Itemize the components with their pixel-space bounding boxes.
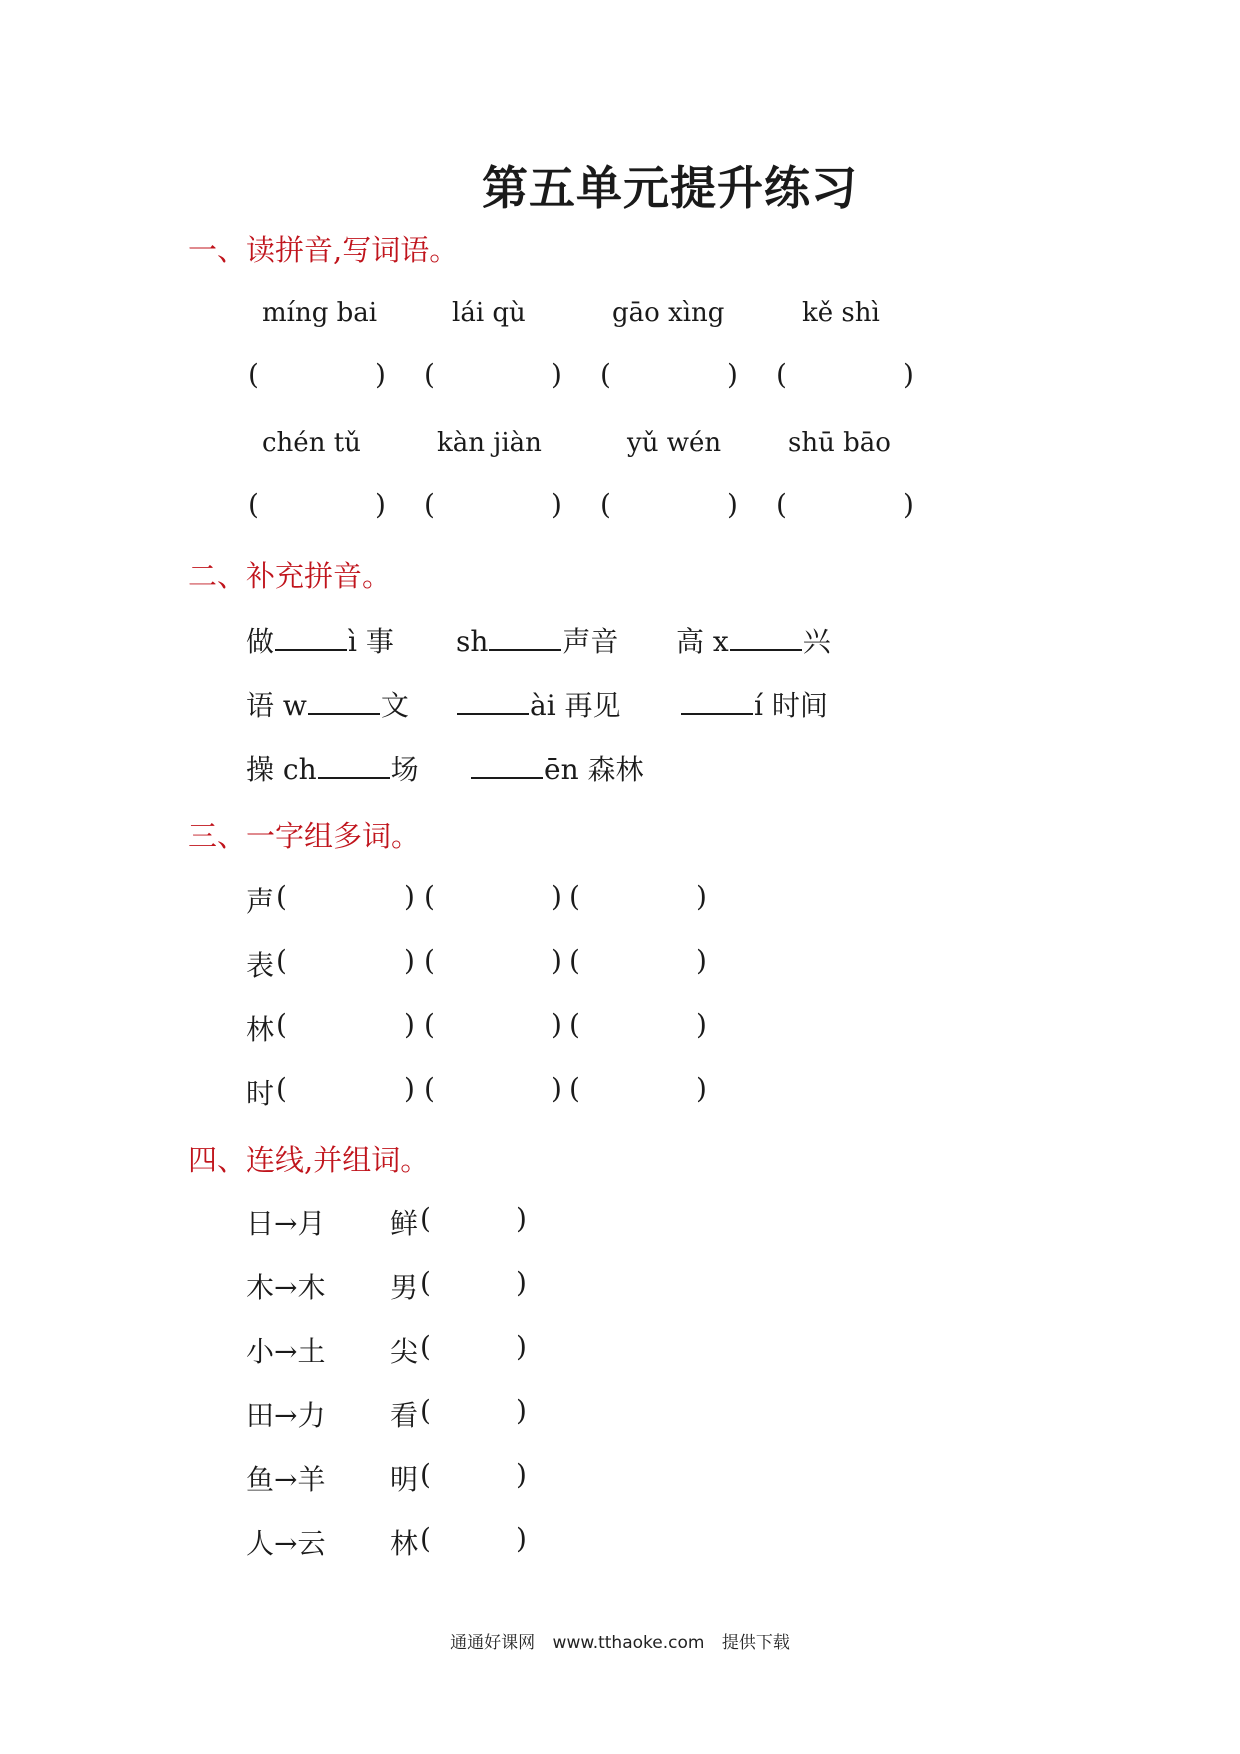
blank-line[interactable] [681,685,753,715]
section-3-heading: 三、一字组多词。 [188,819,421,853]
answer-box-open[interactable]: ( [420,1522,431,1555]
fill-item: í 时间 [680,684,828,724]
blank-line[interactable] [457,685,529,715]
section-4-heading: 四、连线,并组词。 [188,1143,430,1177]
blank-line[interactable] [730,621,802,651]
blank-line[interactable] [489,621,561,651]
answer-box-open[interactable]: ( [276,1072,287,1105]
match-right-item[interactable]: 明 [390,1463,419,1496]
answer-box-close: ) [696,880,707,913]
answer-box-open[interactable]: ( [420,1266,431,1299]
match-right-item[interactable]: 看 [390,1399,419,1432]
blank-line[interactable] [318,749,390,779]
answer-box-open[interactable]: ( [424,488,435,521]
answer-box-close: ) [727,488,738,521]
answer-box-open[interactable]: ( [420,1330,431,1363]
fill-item: ài 再见 [456,684,621,724]
fill-item: ēn 森林 [470,748,644,788]
answer-box-open[interactable]: ( [424,1008,435,1041]
answer-box-open[interactable]: ( [600,488,611,521]
answer-box-close: ) [404,1008,415,1041]
answer-box-close: ) [404,944,415,977]
match-right-item[interactable]: 尖 [390,1335,419,1368]
answer-box-open[interactable]: ( [420,1458,431,1491]
answer-box-open[interactable]: ( [569,1072,580,1105]
pinyin-item: kě shì [802,298,880,328]
char-label: 声 [246,885,275,918]
answer-box-open[interactable]: ( [569,1008,580,1041]
footer-site-name: 通通好课网 [450,1633,536,1653]
answer-box-close: ) [516,1202,527,1235]
section-1-heading: 一、读拼音,写词语。 [188,233,459,267]
answer-box-open[interactable]: ( [569,944,580,977]
answer-box-close: ) [696,1008,707,1041]
answer-box-open[interactable]: ( [248,358,259,391]
match-left-item[interactable]: 人→云 [246,1527,326,1560]
answer-box-open[interactable]: ( [276,880,287,913]
char-label: 林 [246,1013,275,1046]
answer-box-close: ) [375,358,386,391]
answer-box-close: ) [903,488,914,521]
answer-box-open[interactable]: ( [276,1008,287,1041]
answer-box-close: ) [696,1072,707,1105]
answer-box-close: ) [551,358,562,391]
answer-box-open[interactable]: ( [420,1202,431,1235]
answer-box-open[interactable]: ( [776,488,787,521]
footer-suffix: 提供下载 [721,1633,790,1653]
pinyin-item: lái qù [452,298,526,328]
answer-box-close: ) [551,1008,562,1041]
pinyin-item: yǔ wén [627,428,722,458]
blank-line[interactable] [308,685,380,715]
answer-box-close: ) [551,1072,562,1105]
pinyin-item: shū bāo [788,428,891,458]
answer-box-close: ) [551,880,562,913]
match-right-item[interactable]: 男 [390,1271,419,1304]
answer-box-open[interactable]: ( [600,358,611,391]
answer-box-close: ) [903,358,914,391]
answer-box-open[interactable]: ( [424,944,435,977]
answer-box-open[interactable]: ( [276,944,287,977]
fill-item: 语 w 文 [246,684,409,724]
answer-box-close: ) [551,944,562,977]
answer-box-close: ) [404,880,415,913]
answer-box-close: ) [516,1458,527,1491]
match-right-item[interactable]: 林 [390,1527,419,1560]
blank-line[interactable] [275,621,347,651]
page-title: 第五单元提升练习 [482,161,858,215]
answer-box-close: ) [516,1266,527,1299]
answer-box-open[interactable]: ( [424,880,435,913]
fill-item: sh 声音 [456,620,618,660]
match-left-item[interactable]: 日→月 [246,1207,326,1240]
fill-item: 高 x 兴 [676,620,831,660]
match-left-item[interactable]: 田→力 [246,1399,326,1432]
footer [0,1628,1240,1653]
answer-box-open[interactable]: ( [420,1394,431,1427]
answer-box-open[interactable]: ( [569,880,580,913]
match-left-item[interactable]: 鱼→羊 [246,1463,326,1496]
char-label: 表 [246,949,275,982]
answer-box-open[interactable]: ( [776,358,787,391]
blank-line[interactable] [471,749,543,779]
answer-box-close: ) [375,488,386,521]
answer-box-open[interactable]: ( [424,1072,435,1105]
answer-box-close: ) [516,1330,527,1363]
pinyin-item: gāo xìng [612,298,725,328]
pinyin-item: míng bai [262,298,378,328]
answer-box-close: ) [404,1072,415,1105]
answer-box-open[interactable]: ( [424,358,435,391]
footer-url[interactable]: www.tthaoke.com [552,1633,705,1653]
answer-box-close: ) [551,488,562,521]
match-right-item[interactable]: 鲜 [390,1207,419,1240]
match-left-item[interactable]: 木→木 [246,1271,326,1304]
answer-box-open[interactable]: ( [248,488,259,521]
answer-box-close: ) [516,1394,527,1427]
pinyin-item: chén tǔ [262,428,361,458]
match-left-item[interactable]: 小→土 [246,1335,326,1368]
char-label: 时 [246,1077,275,1110]
pinyin-item: kàn jiàn [437,428,542,458]
answer-box-close: ) [696,944,707,977]
section-2-heading: 二、补充拼音。 [188,559,392,593]
answer-box-close: ) [516,1522,527,1555]
answer-box-close: ) [727,358,738,391]
fill-item: 操 ch 场 [246,748,419,788]
fill-item: 做 ì 事 [246,620,394,660]
